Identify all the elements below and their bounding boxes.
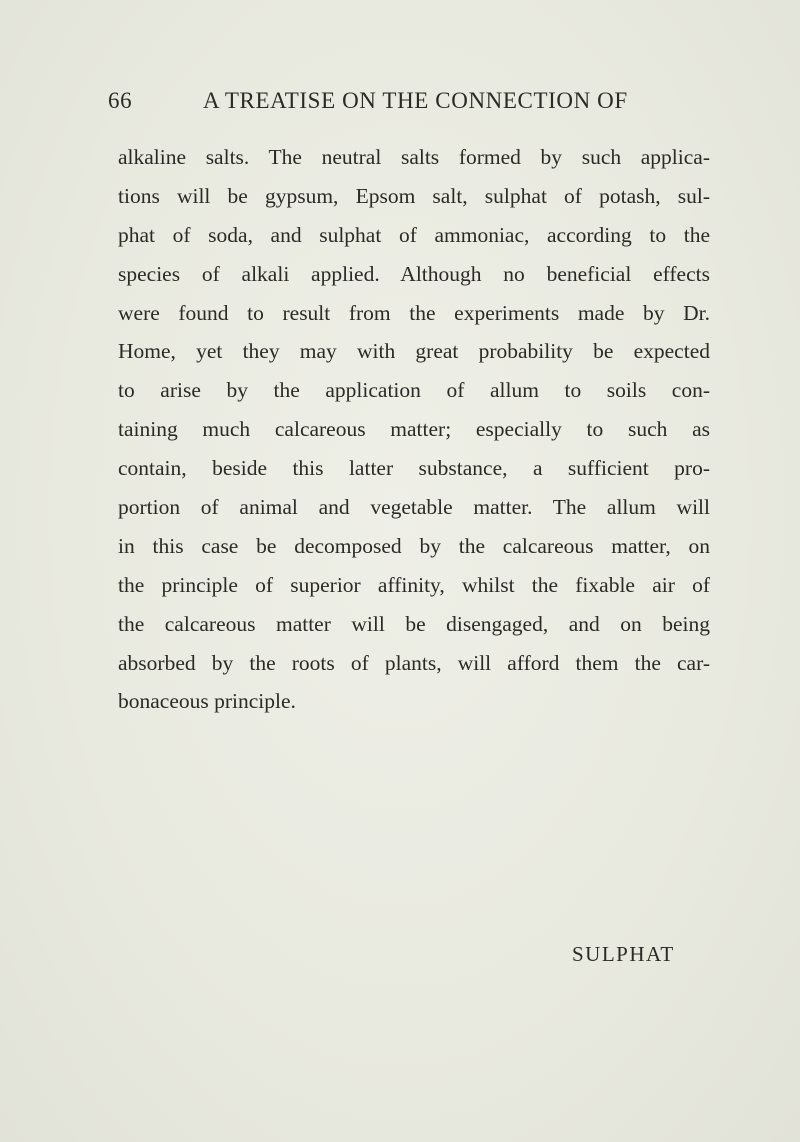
page-number: 66 [108,88,133,113]
text-line: were found to result from the experiments made by Dr. [118,300,710,325]
running-title: A TREATISE ON THE CONNECTION OF [203,88,628,113]
text-line: taining much calcareous matter; especially to such as [118,417,710,442]
text-line: alkaline salts. The neutral salts formed by such applica- [118,145,710,169]
text-line: in this case be decomposed by the calcareous matter, on [118,533,710,558]
text-line: species of alkali applied. Although no beneficial effects [118,261,710,286]
text-line: bonaceous principle. [118,689,296,714]
text-line: Home, yet they may with great probability be expected [118,339,710,364]
text-line: portion of animal and vegetable matter. The allum will [118,495,710,520]
text-line: the calcareous matter will be disengaged, and on being [118,611,710,636]
text-line: to arise by the application of allum to soils con- [118,378,710,403]
text-line: contain, beside this latter substance, a sufficient pro- [118,456,710,481]
running-head [108,88,708,124]
text-line: the principle of superior affinity, whilst the fixable air of [118,572,710,597]
text-line: phat of soda, and sulphat of ammoniac, according to the [118,222,710,247]
text-line: absorbed by the roots of plants, will afford them the car- [118,650,710,675]
text-line: tions will be gypsum, Epsom salt, sulphat of potash, sul- [118,183,710,208]
catchword: SULPHAT [572,942,675,966]
body-paragraph [118,138,710,721]
